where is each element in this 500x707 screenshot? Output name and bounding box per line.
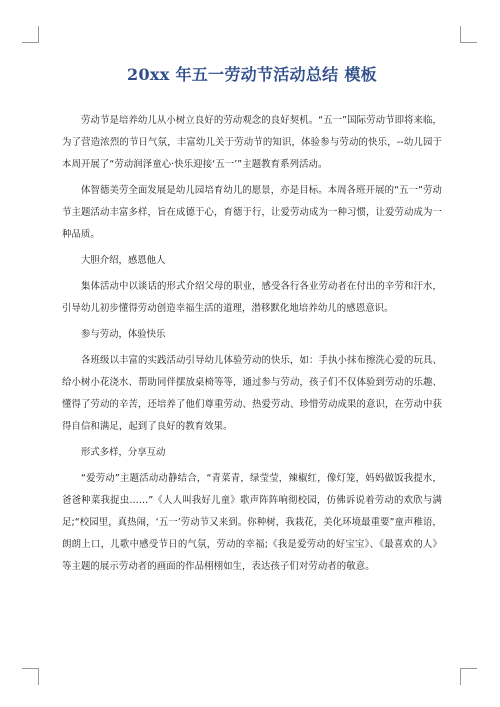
paragraph-participate: 各班级以丰富的实践活动引导幼儿体验劳动的快乐，如：手执小抹布擦洗心爱的玩具、给小树小花浇水、帮助同伴摆放桌椅等等，通过参与劳动，孩子们不仅体验到劳动的乐趣、懂得了劳动的辛苦，还培养了他们尊重劳动、热爱劳动、珍惜劳动成果的意识，在劳动中获得自信和满足，起到了良好的教育效果。: [62, 355, 442, 432]
section-heading-introduce: 大胆介绍，感恩他人: [81, 255, 166, 266]
crop-mark-top-right: [460, 26, 477, 43]
document-title: 20xx 年五一劳动节活动总结 模板: [127, 65, 377, 84]
section-heading-share: 形式多样，分享互动: [81, 447, 166, 458]
paragraph-share: “爱劳动”主题活动动静结合，“青菜青，绿莹莹，辣椒红，像灯笼，妈妈做饭我提水，爸爸种菜我捉虫……”《人人叫我好儿童》歌声阵阵响彻校园，仿佛诉说着劳动的欢欣与满足;“校园里，真热闹，‘五一’劳动节又来到。你种树，我栽花，美化环境最重要”童声稚语，朗朗上口，儿歌中感受节日的气氛，劳动的幸福;《我是爱劳动的好宝宝》、《最喜欢的人》等主题的展示劳动者的画面的作品栩栩如生，表达孩子们对劳动者的敬意。: [62, 473, 442, 572]
paragraph-introduce: 集体活动中以谈话的形式介绍父母的职业，感受各行各业劳动者在付出的辛劳和汗水，引导幼儿初步懂得劳动创造幸福生活的道理，潜移默化地培养幼儿的感恩意识。: [62, 281, 442, 314]
section-heading-participate: 参与劳动，体验快乐: [81, 329, 166, 340]
paragraph-goal: 体智德美劳全面发展是幼儿园培育幼儿的愿景，亦是目标。本周各班开展的“五一”劳动节主题活动丰富多样，旨在成德于心，育德于行，让爱劳动成为一种习惯，让爱劳动成为一种品质。: [62, 185, 442, 240]
document-page: [62, 62, 442, 582]
crop-mark-top-left: [22, 26, 39, 43]
crop-mark-bottom-right: [460, 668, 477, 685]
crop-mark-bottom-left: [22, 668, 39, 685]
paragraph-intro: 劳动节是培养幼儿从小树立良好的劳动观念的良好契机。“五一”国际劳动节即将来临，为了营造浓烈的节日气氛，丰富幼儿关于劳动节的知识，体验参与劳动的快乐，--幼儿园于本周开展了“劳动润泽童心·快乐迎接‘五一’”主题教育系列活动。: [62, 115, 442, 170]
